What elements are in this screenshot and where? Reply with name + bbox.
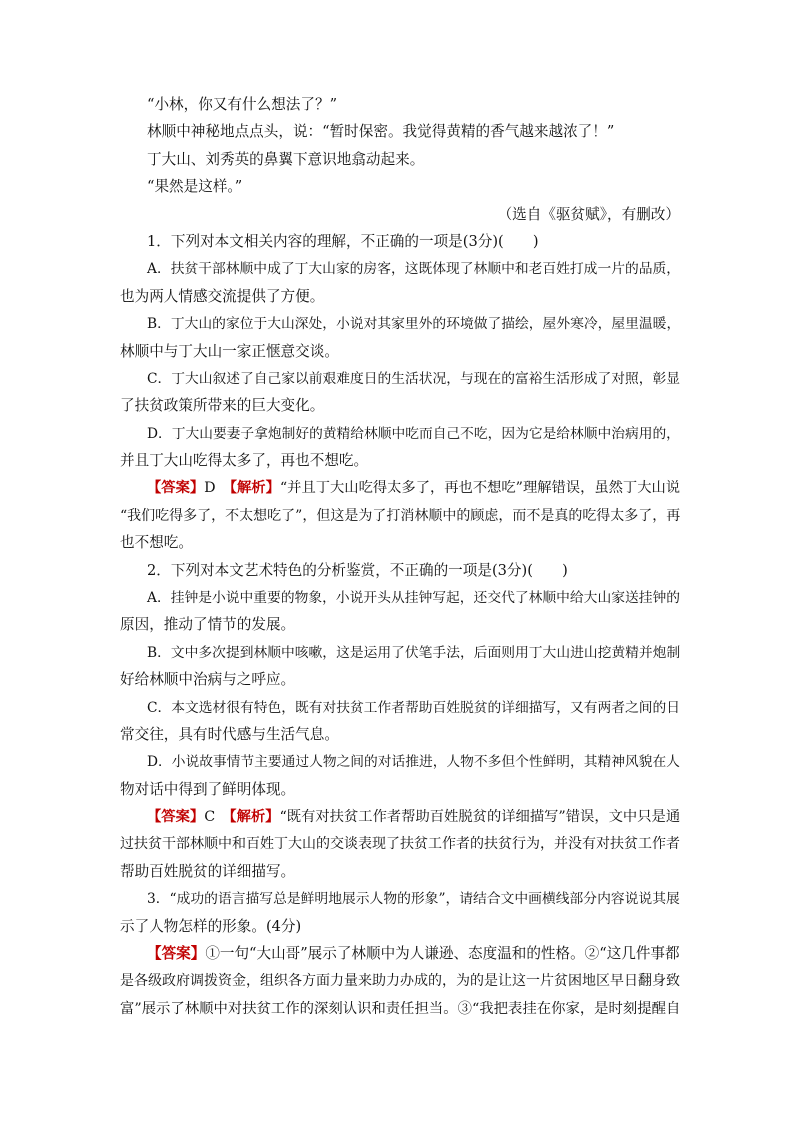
q2-option-c-line-1: C．本文选材很有特色，既有对扶贫工作者帮助百姓脱贫的详细描写，又有两者之间的日	[147, 700, 681, 716]
dialogue-line-3: “果然是这样。”	[147, 178, 243, 195]
question-3-stem-line-2: 示了人物怎样的形象。(4分)	[120, 918, 302, 935]
q1-option-d-line-2: 并且丁大山吃得太多了，再也不想吃。	[120, 452, 369, 469]
question-3-stem: 3．“成功的语言描写总是鲜明地展示人物的形象”，请结合文中画横线部分内容说说其展	[147, 891, 680, 907]
answer-tag: 【答案】	[147, 945, 206, 962]
dialogue-line-2: 林顺中神秘地点点头，说：“暂时保密。我觉得黄精的香气越来越浓了！”	[147, 123, 615, 140]
q1-analysis-line-3: 也不想吃。	[120, 534, 193, 551]
answer-tag: 【答案】	[147, 809, 205, 825]
narration-line: 丁大山、刘秀英的鼻翼下意识地翕动起来。	[147, 151, 425, 168]
q1-analysis-text: “并且丁大山吃得太多了，再也不想吃”理解错误，虽然丁大山说	[279, 480, 681, 496]
q2-answer-line-1	[147, 807, 680, 827]
q2-option-b-line-1: B．文中多次提到林顺中咳嗽，这是运用了伏笔手法，后面则用丁大山进山挖黄精并炮制	[147, 645, 681, 661]
analysis-tag: 【解析】	[229, 480, 280, 496]
q2-analysis-text: “既有对扶贫工作者帮助百姓脱贫的详细描写”错误，文中只是通	[279, 809, 681, 825]
q2-option-d-line-1: D．小说故事情节主要通过人物之间的对话推进，人物不多但个性鲜明，其精神风貌在人	[147, 754, 680, 770]
q3-answer-text: ①一句“大山哥”展示了林顺中为人谦逊、态度温和的性格。②“这几件事都	[205, 945, 680, 962]
q2-option-b-line-2: 好给林顺中治病与之呼应。	[120, 671, 296, 688]
q1-option-a-line-1: A．扶贫干部林顺中成了丁大山家的房客，这既体现了林顺中和老百姓打成一片的品质，	[147, 261, 681, 277]
dialogue-line-1: “小林，你又有什么想法了？”	[147, 96, 338, 113]
q3-answer-line-1	[147, 944, 680, 964]
question-2-stem: 2．下列对本文艺术特色的分析鉴赏，不正确的一项是(3分)( )	[147, 562, 568, 579]
answer-tag: 【答案】	[147, 480, 205, 496]
q2-option-a-line-2: 原因，推动了情节的发展。	[120, 616, 296, 633]
q2-analysis-line-2: 过扶贫干部林顺中和百姓丁大山的交谈表现了扶贫工作者的扶贫行为，并没有对扶贫工作者	[120, 836, 680, 852]
q3-answer-line-2: 是各级政府调拨资金，组织各方面力量来助力办成的，为的是让这一片贫困地区早日翻身致	[120, 973, 680, 989]
q1-option-c-line-1: C．丁大山叙述了自己家以前艰难度日的生活状况，与现在的富裕生活形成了对照，彰显	[147, 371, 681, 387]
q2-answer-letter: C	[204, 809, 230, 825]
q3-answer-line-3: 富”展示了林顺中对扶贫工作的深刻认识和责任担当。③“我把表挂在你家，是时刻提醒自	[120, 1001, 681, 1017]
analysis-tag: 【解析】	[229, 809, 280, 825]
q2-analysis-line-3: 帮助百姓脱贫的详细描写。	[120, 863, 296, 880]
q1-analysis-line-2: “我们吃得多了，不太想吃了”，但这是为了打消林顺中的顾虑，而不是真的吃得太多了，再	[120, 508, 681, 524]
q2-option-d-line-2: 物对话中得到了鲜明体现。	[120, 781, 296, 798]
q2-option-c-line-2: 常交往，具有时代感与生活气息。	[120, 726, 339, 743]
q1-answer-line-1	[147, 478, 680, 498]
q1-option-b-line-2: 林顺中与丁大山一家正惬意交谈。	[120, 343, 339, 360]
q1-answer-letter: D	[204, 480, 230, 496]
q1-option-b-line-1: B．丁大山的家位于大山深处，小说对其家里外的环境做了描绘，屋外寒冷，屋里温暖，	[147, 316, 681, 332]
q1-option-d-line-1: D．丁大山要妻子拿炮制好的黄精给林顺中吃而自己不吃，因为它是给林顺中治病用的，	[147, 426, 680, 442]
q2-option-a-line-1: A．挂钟是小说中重要的物象，小说开头从挂钟写起，还交代了林顺中给大山家送挂钟的	[147, 590, 681, 606]
question-1-stem: 1．下列对本文相关内容的理解，不正确的一项是(3分)( )	[147, 233, 539, 250]
source-note: （选自《驱贫赋》，有删改）	[497, 206, 680, 223]
q1-option-c-line-2: 了扶贫政策所带来的巨大变化。	[120, 397, 325, 414]
q1-option-a-line-2: 也为两人情感交流提供了方便。	[120, 288, 325, 305]
